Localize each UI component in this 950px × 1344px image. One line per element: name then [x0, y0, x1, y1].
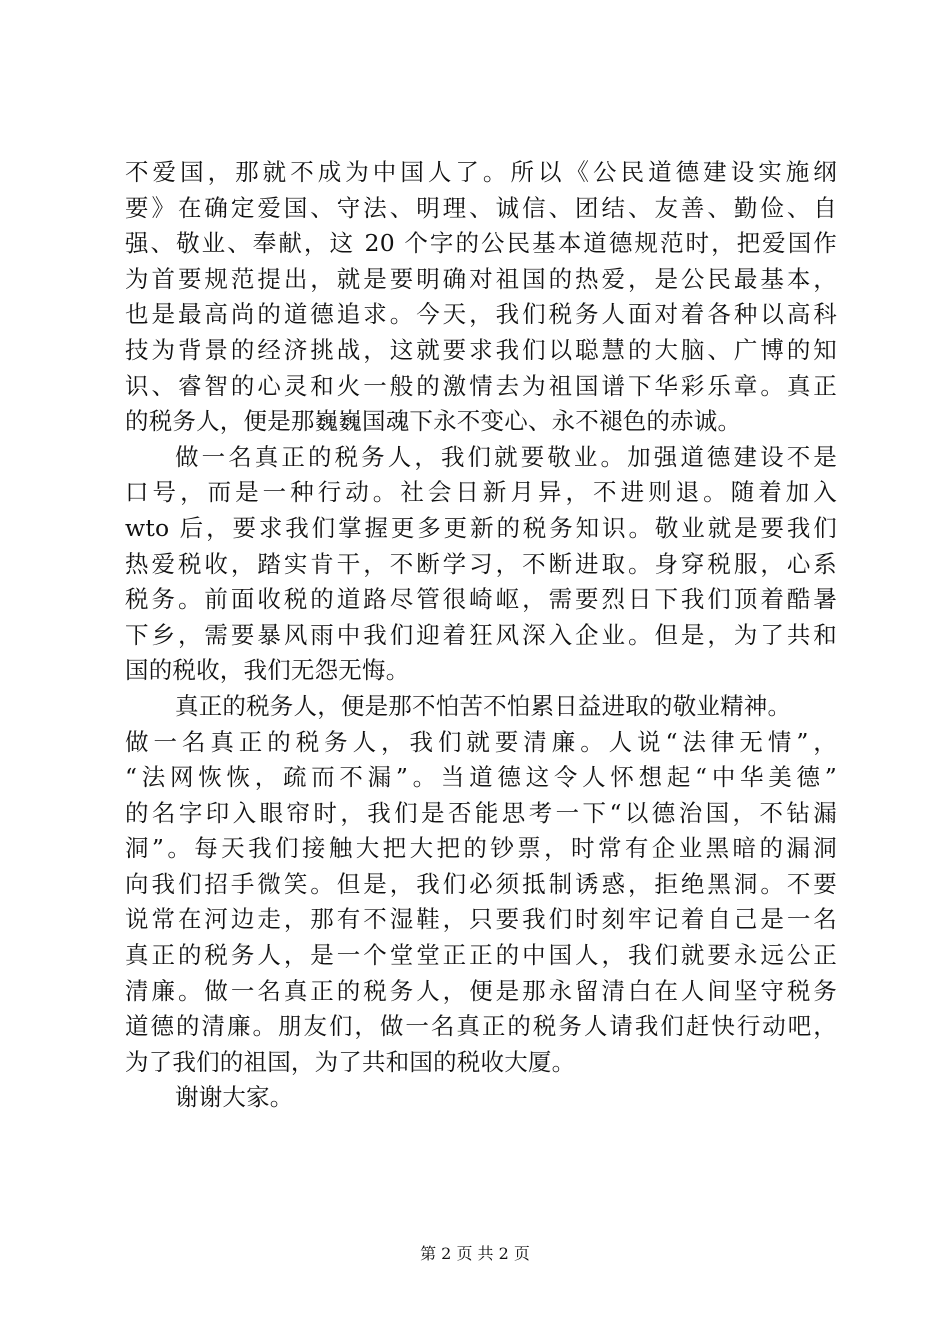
text-line: 税务。前面收税的道路尽管很崎岖，需要烈日下我们顶着酷暑 — [125, 585, 837, 614]
text-line: 为首要规范提出，就是要明确对祖国的热爱，是公民最基本， — [125, 264, 837, 293]
text-line: 也是最高尚的道德追求。今天，我们税务人面对着各种以高科 — [125, 300, 837, 329]
text-line: 技为背景的经济挑战，这就要求我们以聪慧的大脑、广博的知 — [125, 335, 837, 364]
text-line: 洞”。每天我们接触大把大把的钞票，时常有企业黑暗的漏洞 — [125, 834, 837, 863]
text-line: 识、睿智的心灵和火一般的激情去为祖国谱下华彩乐章。真正 — [125, 371, 837, 400]
text-line: 为了我们的祖国，为了共和国的税收大厦。 — [125, 1047, 576, 1076]
page-total: 共 2 页 — [477, 1244, 530, 1263]
text-line: 要》在确定爱国、守法、明理、诚信、团结、友善、勤俭、自 — [125, 193, 837, 222]
text-line: 说常在河边走，那有不湿鞋，只要我们时刻牢记着自己是一名 — [125, 905, 837, 934]
text-line: 谢谢大家。 — [175, 1083, 294, 1112]
text-line: 清廉。做一名真正的税务人，便是那永留清白在人间坚守税务 — [125, 976, 837, 1005]
text-line: 不爱国，那就不成为中国人了。所以《公民道德建设实施纲 — [125, 158, 837, 186]
text-line: 真正的税务人，是一个堂堂正正的中国人，我们就要永远公正 — [125, 941, 837, 970]
text-line: 下乡，需要暴风雨中我们迎着狂风深入企业。但是，为了共和 — [125, 620, 837, 649]
text-line: 的名字印入眼帘时，我们是否能思考一下“以德治国，不钻漏 — [125, 798, 837, 827]
text-line: 口号，而是一种行动。社会日新月异，不进则退。随着加入 — [125, 478, 837, 507]
text-line: “法网恢恢，疏而不漏”。当道德这令人怀想起“中华美德” — [125, 763, 837, 792]
text-line: 真正的税务人，便是那不怕苦不怕累日益进取的敬业精神。 — [175, 691, 792, 720]
text-line: 国的税收，我们无怨无悔。 — [125, 656, 410, 685]
page-footer — [0, 1244, 950, 1264]
text-line: 道德的清廉。朋友们，做一名真正的税务人请我们赶快行动吧， — [125, 1012, 837, 1041]
text-line: 的税务人，便是那巍巍国魂下永不变心、永不褪色的赤诚。 — [125, 407, 742, 436]
document-body — [125, 155, 837, 1116]
page-number: 第 2 页 — [420, 1244, 473, 1263]
text-line: 做一名真正的税务人，我们就要清廉。人说“法律无情”， — [125, 727, 837, 756]
text-line: 向我们招手微笑。但是，我们必须抵制诱惑，拒绝黑洞。不要 — [125, 869, 837, 898]
text-line: 强、敬业、奉献，这 20 个字的公民基本道德规范时，把爱国作 — [125, 229, 837, 258]
text-line: 做一名真正的税务人，我们就要敬业。加强道德建设不是 — [175, 442, 837, 471]
text-line: 热爱税收，踏实肯干，不断学习，不断进取。身穿税服，心系 — [125, 549, 837, 578]
text-line: wto 后，要求我们掌握更多更新的税务知识。敬业就是要我们 — [125, 513, 837, 542]
